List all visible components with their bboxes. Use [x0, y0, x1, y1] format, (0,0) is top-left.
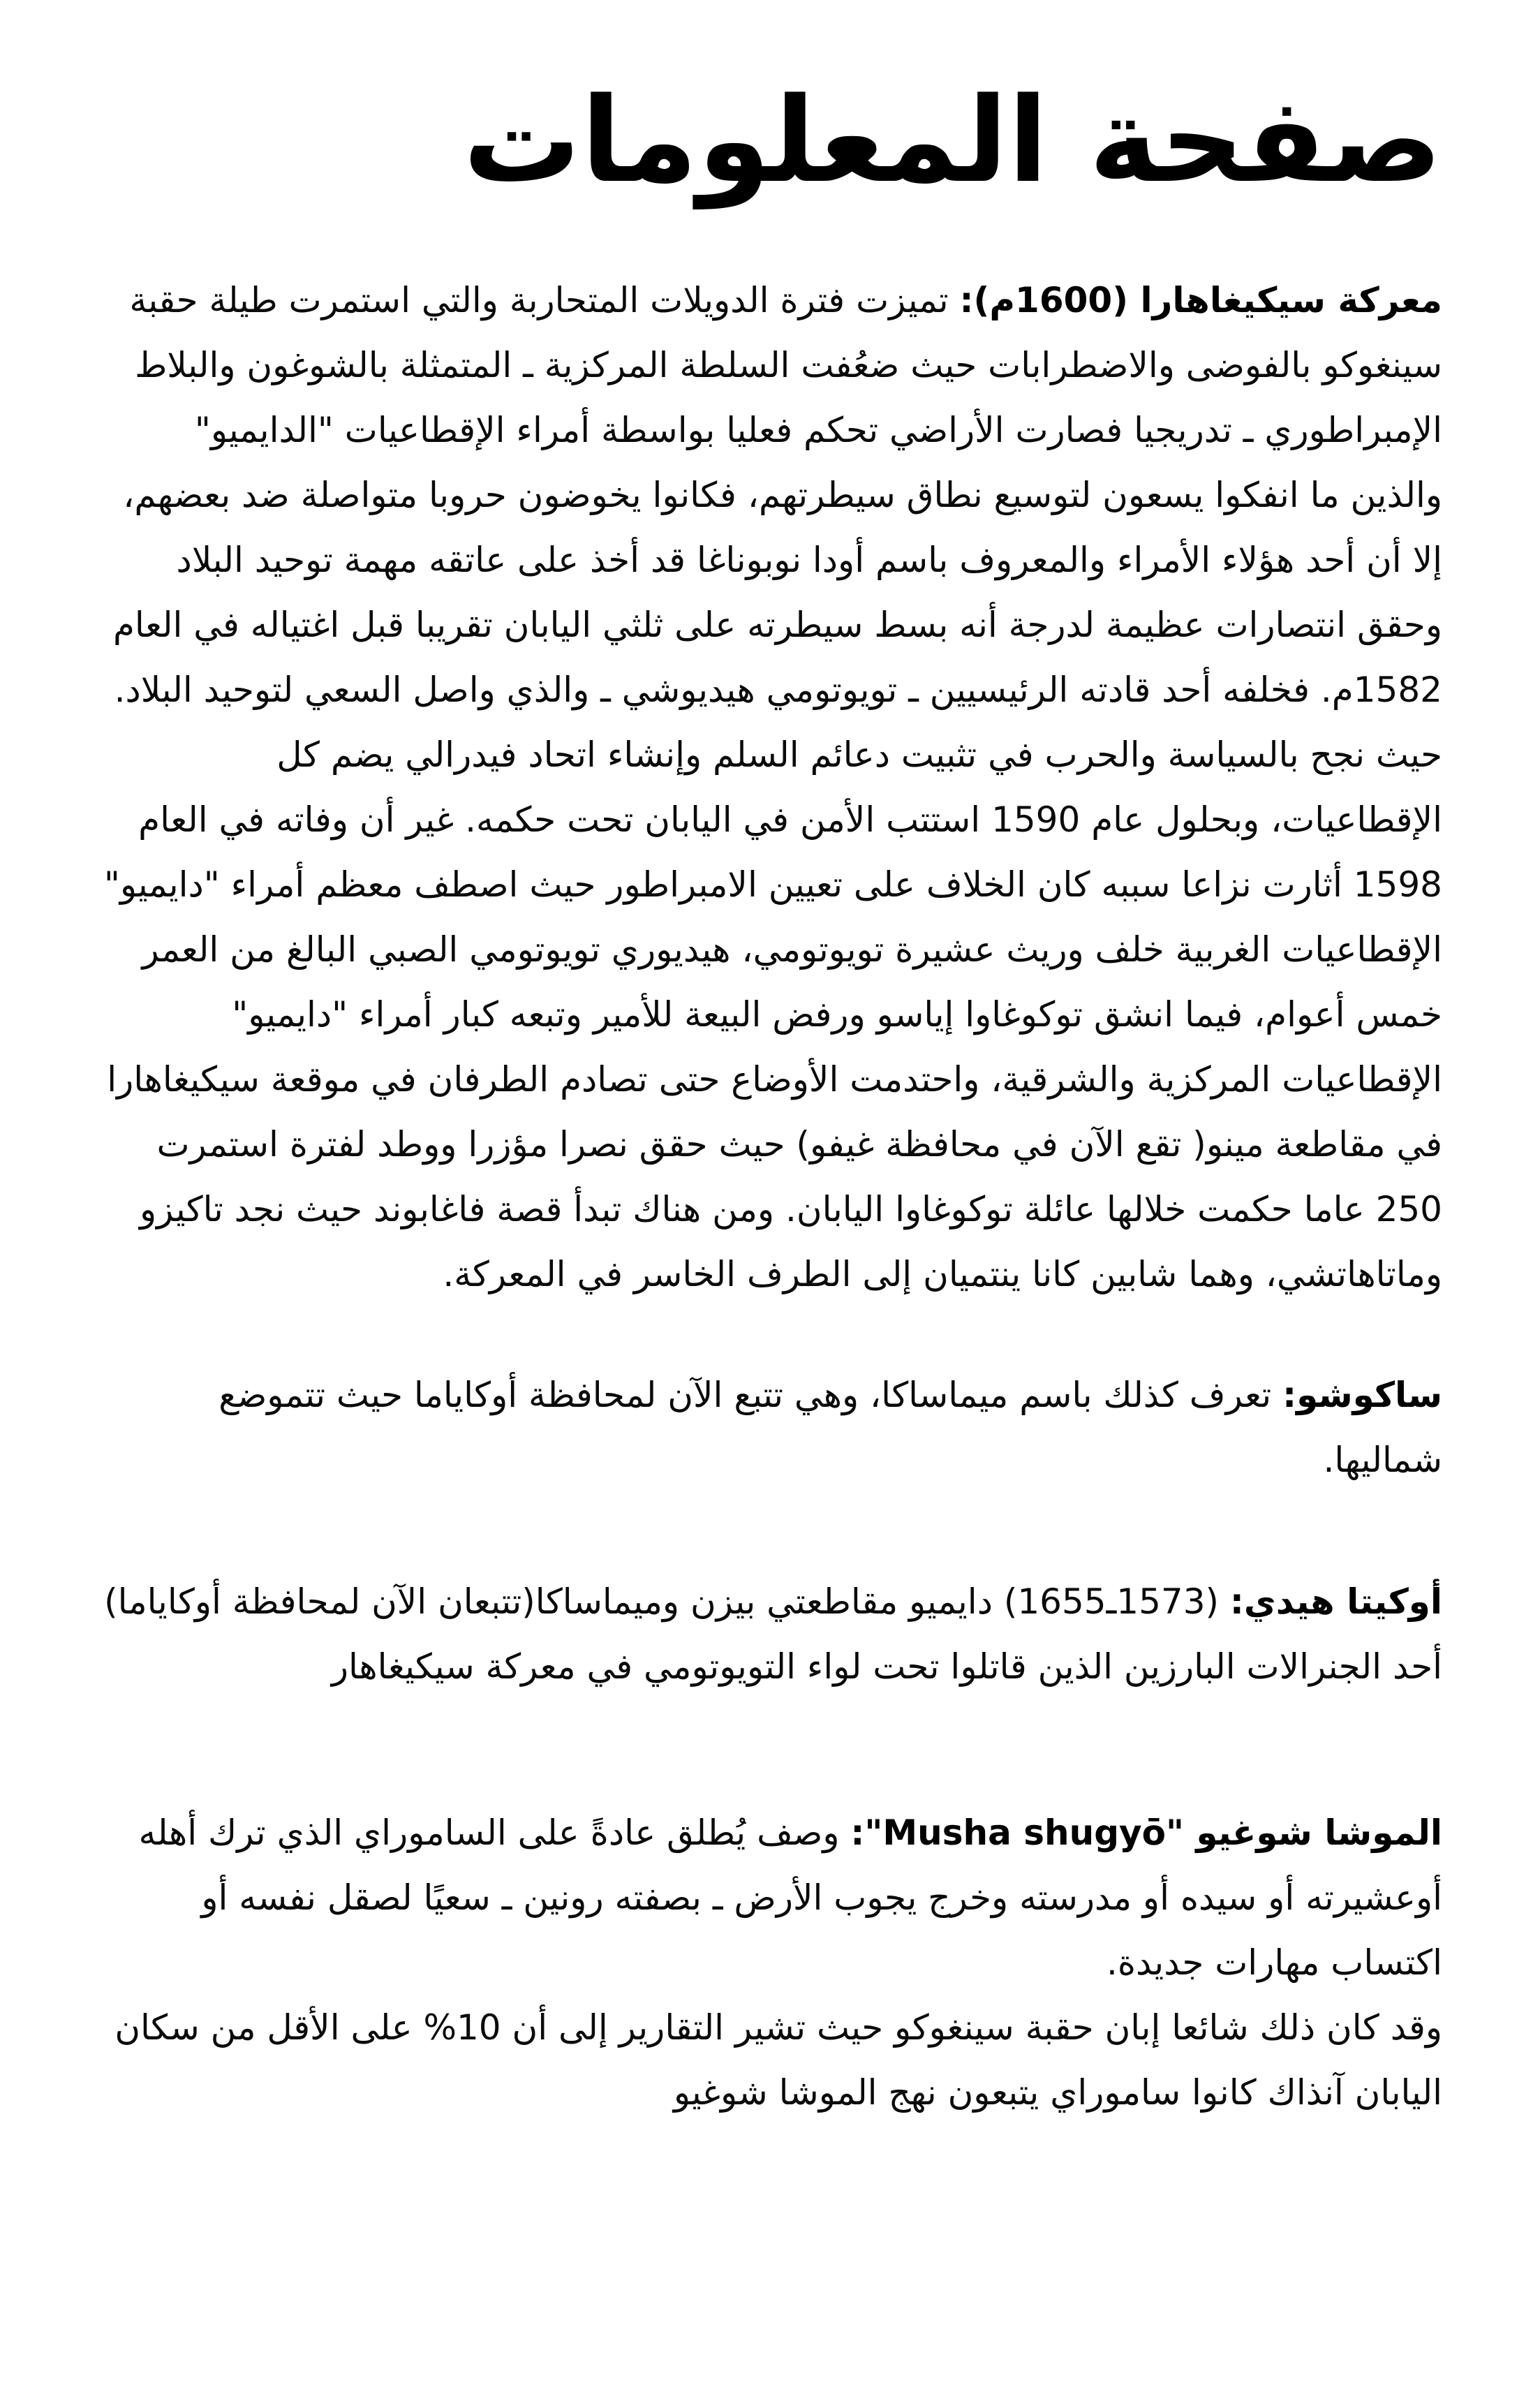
paragraph-musha-body-second-line: وقد كان ذلك شائعا إبان حقبة سينغوكو حيث تشير التقارير إلى أن 10% على الأقل من سكان اليابان آنذاك كانوا ساموراي يتبعون نهج الموشا شوغيو: [114, 2007, 1442, 2113]
paragraph-musha-shugyo: [101, 1801, 1442, 2125]
paragraph-musha-lead: الموشا شوغيو "Musha shugyō":: [850, 1812, 1442, 1853]
paragraph-okita-hideie: [101, 1570, 1442, 1699]
paragraph-musha-body: وصف يُطلق عادةً على الساموراي الذي ترك أهله أوعشيرته أو سيده أو مدرسته وخرج يجوب الأرض ـ بصفته رونين ـ سعيًا لصقل نفسه أو اكتساب مهارات جديدة.: [138, 1812, 1442, 1983]
paragraph-okita-lead: أوكيتا هيدي:: [1229, 1581, 1442, 1622]
paragraph-sakushu-body: تعرف كذلك باسم ميماساكا، وهي تتبع الآن لمحافظة أوكاياما حيث تتموضع شماليها.: [219, 1374, 1442, 1480]
paragraph-sekigahara-battle: [101, 268, 1442, 1307]
paragraph-sekigahara-body: تميزت فترة الدويلات المتحاربة والتي استمرت طيلة حقبة سينغوكو بالفوضى والاضطرابات حيث ضعُفت السلطة المركزية ـ المتمثلة بالشوغون والبلاط الإمبراطوري ـ تدريجيا فصارت الأراضي تحكم فعليا بواسطة أمراء الإقطاعيات "الدايميو" والذين ما انفكوا يسعون لتوسيع نطاق سيطرتهم، فكانوا يخوضون حروبا متواصلة ضد بعضهم، إلا أن أحد هؤلاء الأمراء والمعروف باسم أودا نوبوناغا قد أخذ على عاتقه مهمة توحيد البلاد وحقق انتصارات عظيمة لدرجة أنه بسط سيطرته على ثلثي اليابان تقريبا قبل اغتياله في العام 1582م. فخلفه أحد قادته الرئيسيين ـ تويوتومي هيديوشي ـ والذي واصل السعي لتوحيد البلاد. حيث نجح بالسياسة والحرب في تثبيت دعائم السلم وإنشاء اتحاد فيدرالي يضم كل الإقطاعيات، وبحلول عام 1590 استتب الأمن في اليابان تحت حكمه. غير أن وفاته في العام 1598 أثارت نزاعا سببه كان الخلاف على تعيين الامبراطور حيث اصطف معظم أمراء "دايميو" الإقطاعيات الغربية خلف وريث عشيرة تويوتومي، هيديوري تويوتومي الصبي البالغ من العمر خمس أعوام، فيما انشق توكوغاوا إياسو ورفض البيعة للأمير وتبعه كبار أمراء "دايميو" الإقطاعيات المركزية والشرقية، واحتدمت الأوضاع حتى تصادم الطرفان في موقعة سيكيغاهارا في مقاطعة مينو( تقع الآن في محافظة غيفو) حيث حقق نصرا مؤزرا ووطد لفترة استمرت 250 عاما حكمت خلالها عائلة توكوغاوا اليابان. ومن هناك تبدأ قصة فاغابوند حيث نجد تاكيزو وماتاهاتشي، وهما شابين كانا ينتميان إلى الطرف الخاسر في المعركة.: [103, 279, 1442, 1294]
page-title: صفحة المعلومات: [463, 72, 1442, 209]
paragraph-sakushu-lead: ساكوشو:: [1282, 1374, 1442, 1415]
paragraph-sekigahara-lead: معركة سيكيغاهارا (1600م):: [959, 279, 1442, 320]
paragraph-okita-body: (1573ـ1655) دايميو مقاطعتي بيزن وميماساكا(تتبعان الآن لمحافظة أوكاياما) أحد الجنرالات البارزين الذين قاتلوا تحت لواء التويوتومي في معركة سيكيغاهار: [104, 1581, 1442, 1687]
paragraph-sakushu: [101, 1363, 1442, 1493]
